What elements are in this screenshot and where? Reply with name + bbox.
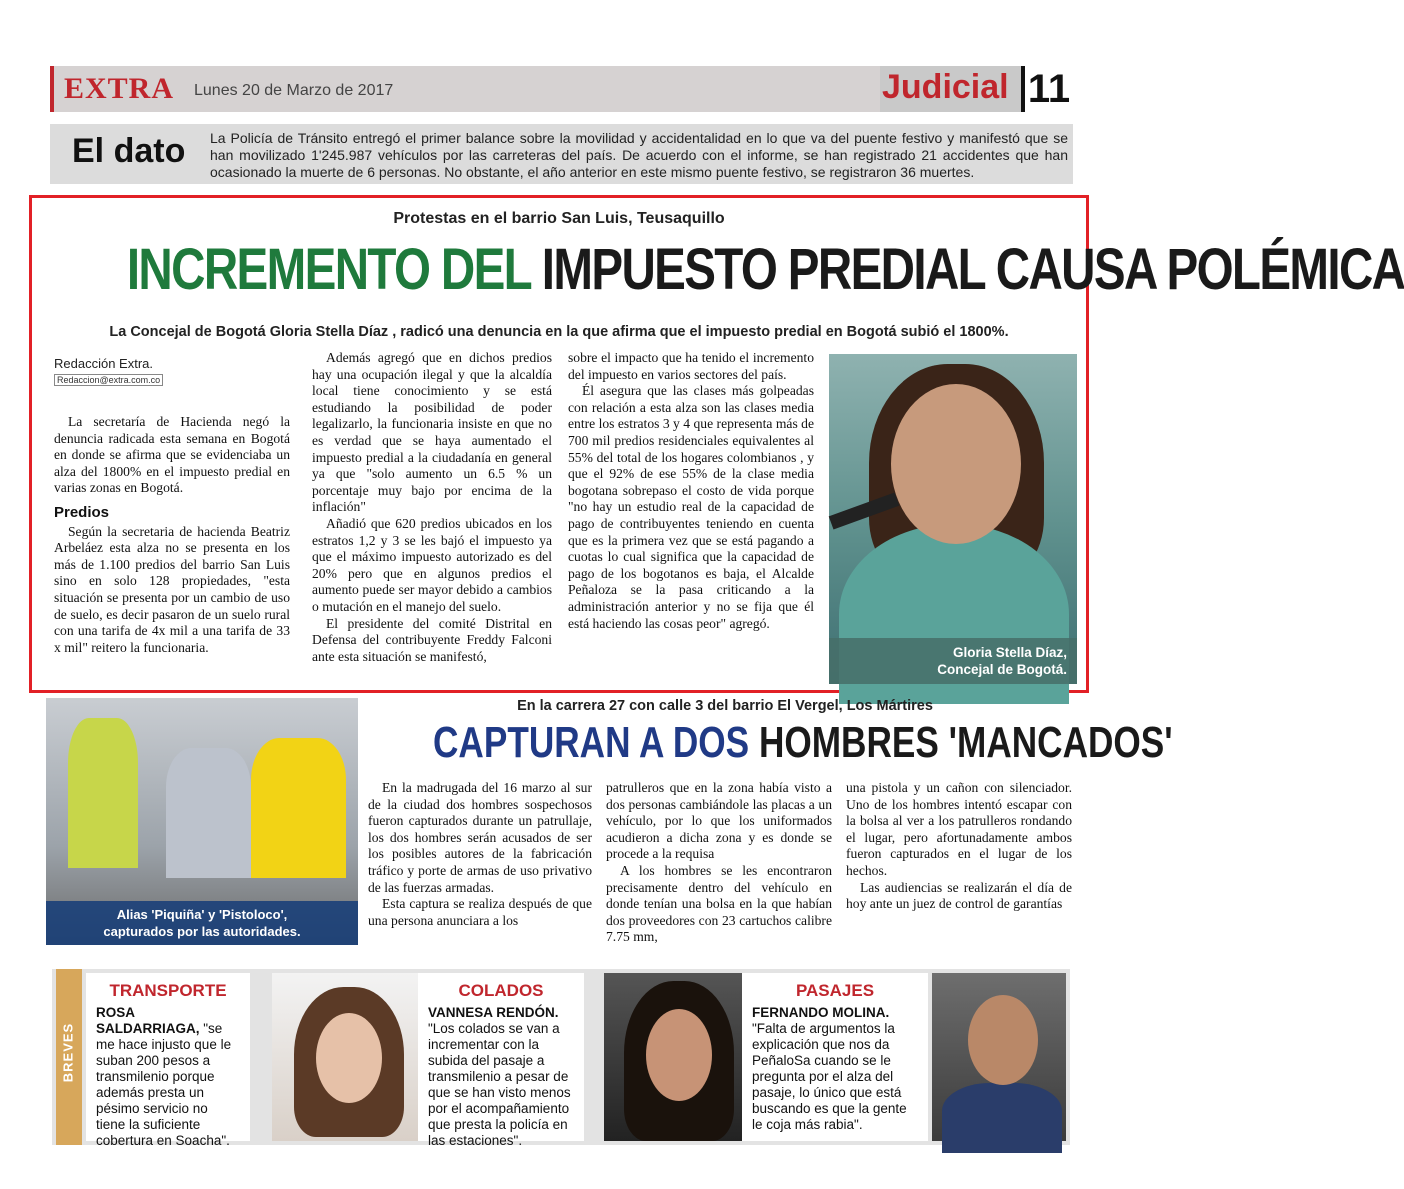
concejal-photo bbox=[829, 354, 1077, 684]
capture-photo bbox=[46, 698, 358, 945]
breves-label: BREVES bbox=[60, 1022, 76, 1083]
header-band bbox=[50, 66, 880, 112]
section-heading: Predios bbox=[54, 503, 110, 521]
headline-part-dark: IMPUESTO PREDIAL CAUSA POLÉMICA bbox=[541, 237, 1404, 302]
breve-name: VANNESA RENDÓN. bbox=[428, 1005, 559, 1020]
breve-title: PASAJES bbox=[795, 981, 875, 1000]
breve-name: FERNANDO MOLINA. bbox=[752, 1005, 890, 1020]
paragraph: En la madrugada del 16 marzo al sur de la ciudad dos hombres sospechosos fueron capturados durante un patrullaje, los dos hombres serán acusados de ser los posibles autores de la fabricación tráfico y porte de armas de uso privativo de las fuerzas armadas. bbox=[368, 780, 592, 895]
page-header bbox=[50, 66, 1073, 112]
page-number: 11 bbox=[1021, 66, 1073, 112]
photo-face bbox=[891, 384, 1021, 544]
headline-part-green: INCREMENTO DEL bbox=[126, 237, 531, 302]
breve-quote: "Los colados se van a incrementar con la subida del pasaje a transmilenio a pesar de que se han visto menos por el acompañamiento que presta la policía en las estaciones". bbox=[428, 1021, 571, 1148]
photo-caption bbox=[46, 901, 358, 945]
breve-quote: "se me hace injusto que le suban 200 pesos a transmilenio porque además presta un pésimo servicio no tiene la suficiente cobertura en Soacha". bbox=[96, 1021, 232, 1148]
caption-line-2: Concejal de Bogotá. bbox=[937, 662, 1067, 677]
breves-tag bbox=[56, 969, 82, 1145]
article-column-1 bbox=[54, 414, 290, 656]
paragraph: Las audiencias se realizarán el día de hoy ante un juez de control de garantías bbox=[846, 879, 1072, 912]
headline-part-dark: HOMBRES 'MANCADOS' bbox=[758, 718, 1173, 767]
caption-line-2: capturados por las autoridades. bbox=[103, 924, 301, 939]
fact-box-text: La Policía de Tránsito entregó el primer balance sobre la movilidad y accidentalidad en lo que va del puente festivo y manifestó que se han movilizado 1'245.987 vehículos por las carreteras del país. De acuerdo con el informe, se han registrado 21 accidentes que han ocasionado la muerte de 6 personas. No obstante, el año anterior en este mismo puente festivo, se registraron 36 muertes. bbox=[210, 130, 1068, 180]
breve-photo bbox=[604, 973, 754, 1141]
breve-card bbox=[742, 973, 928, 1141]
caption-line-1: Alias 'Piquiña' y 'Pistoloco', bbox=[116, 907, 288, 922]
breve-title: COLADOS bbox=[458, 981, 544, 1000]
breve-text bbox=[428, 1005, 574, 1149]
breve-text bbox=[96, 1005, 240, 1149]
headline-part-blue: CAPTURAN A DOS bbox=[433, 718, 750, 767]
newspaper-logo: EXTRA bbox=[64, 72, 175, 105]
paragraph: Según la secretaria de hacienda Beatriz Arbeláez esta alza no se presenta en los más de 1.100 predios del barrio San Luis sino en solo 128 propiedades, "esta situación se presenta por un cambio de uso de suelo, es decir pasaron de un suelo rural con una tarifa de 4x mil a una tarifa de 33 x mil" reitero la funcionaria. bbox=[54, 523, 290, 655]
section-title: Judicial bbox=[882, 68, 1009, 106]
paragraph: A los hombres se les encontraron precisamente dentro del vehículo en donde tenían una bolsa en la que habían dos proveedores con 23 cartuchos calibre 7.75 mm, bbox=[606, 862, 832, 945]
photo-shirt bbox=[942, 1083, 1062, 1153]
photo-face bbox=[646, 1009, 712, 1101]
article-headline bbox=[126, 236, 1404, 303]
photo-suspect-2 bbox=[251, 738, 346, 878]
fact-box-title: El dato bbox=[72, 132, 186, 170]
paragraph: La secretaría de Hacienda negó la denuncia radicada esta semana en Bogotá en donde se afirma que se evidenciaba un alza del 1800% en el impuesto predial en varias zonas en Bogotá. bbox=[54, 414, 290, 496]
breve-text bbox=[752, 1005, 918, 1133]
article2-column-2 bbox=[606, 780, 832, 946]
breves-section bbox=[52, 969, 1070, 1148]
byline: Redacción Extra. bbox=[54, 356, 153, 371]
article-headline bbox=[433, 718, 1173, 768]
photo-face bbox=[968, 995, 1038, 1085]
paragraph: Esta captura se realiza después de que una persona anunciara a los bbox=[368, 896, 592, 928]
article-column-2 bbox=[312, 350, 552, 665]
paragraph: patrulleros que en la zona había visto a dos personas cambiándole las placas a un vehículo, por lo que los uniformados acudieron a dicha zona y es donde se procede a la requisa bbox=[606, 780, 832, 862]
issue-date: Lunes 20 de Marzo de 2017 bbox=[194, 82, 394, 99]
breve-photo bbox=[272, 973, 430, 1141]
article-predial bbox=[29, 195, 1404, 693]
fact-box bbox=[50, 124, 1073, 184]
photo-caption bbox=[829, 638, 1077, 684]
breve-quote: "Falta de argumentos la explicación que nos da PeñaloSa cuando se le pregunta por el alza del pasaje, lo único que está buscando es que la gente le coja más rabia". bbox=[752, 1021, 907, 1132]
byline-email: Redaccion@extra.com.co bbox=[54, 374, 163, 386]
paragraph: El presidente del comité Distrital en Defensa del contribuyente Freddy Falconi ante esta situación se manifestó, bbox=[312, 615, 552, 664]
article2-column-3 bbox=[846, 780, 1072, 913]
breve-card bbox=[86, 973, 250, 1148]
breve-name: ROSA SALDARRIAGA, bbox=[96, 1005, 200, 1036]
photo-face bbox=[316, 1013, 382, 1103]
caption-line-1: Gloria Stella Díaz, bbox=[952, 645, 1067, 660]
paragraph: sobre el impacto que ha tenido el incremento del impuesto en varios sectores del país. bbox=[568, 350, 814, 382]
photo-suspect-1 bbox=[166, 748, 251, 878]
breve-photo bbox=[932, 973, 1066, 1141]
breve-title: TRANSPORTE bbox=[109, 981, 227, 1000]
article-kicker: En la carrera 27 con calle 3 del barrio El Vergel, Los Mártires bbox=[517, 698, 933, 714]
article-kicker: Protestas en el barrio San Luis, Teusaquillo bbox=[393, 210, 725, 227]
paragraph: Además agregó que en dichos predios hay una ocupación ilegal y que la alcaldía local tiene conocimiento y se está estudiando la posibilidad de poder legalizarlo, la funcionaria insiste en que no es verdad que se haya aumentado el impuesto predial a la ciudadanía en general ya que "solo aumento un 6.5 % un porcentaje muy bajo por encima de la inflación" bbox=[312, 350, 552, 515]
article-column-3 bbox=[568, 350, 814, 632]
paragraph: Añadió que 620 predios ubicados en los estratos 1,2 y 3 se les bajó el impuesto ya que el máximo impuesto autorizado es del 20% pero que en algunos predios el aumento puede ser mayor debido a cambios o mutación en el manejo del suelo. bbox=[312, 515, 552, 614]
paragraph: Él asegura que las clases más golpeadas con relación a esta alza son las clases media entre los estratos 3 y 4 que representa más de 700 mil predios residenciales equivalentes al 55% del total de los hogares colombianos , y que el 92% de ese 55% de la clase media bogotana sobrepaso el costo de vida porque "no hay un estudio real de la capacidad de pago de contribuyentes teniendo en cuenta que es la primera vez que se está pagando a cuotas lo cual significa que la capacidad de pago de los bogotanos es baja, el Alcalde Peñaloza se la pasa criticando a la administración anterior y no se fija que él está haciendo las cosas peor" agregó. bbox=[568, 383, 814, 631]
breve-card bbox=[418, 973, 584, 1148]
article2-column-1 bbox=[368, 780, 592, 929]
photo-police-officer bbox=[68, 718, 138, 868]
paragraph: una pistola y un cañon con silenciador. Uno de los hombres intentó escapar con la bolsa al ver a los patrulleros rondando el lugar, pero afortunadamente ambos fueron capturados en el lugar de los hechos. bbox=[846, 780, 1072, 878]
article-subhead: La Concejal de Bogotá Gloria Stella Díaz , radicó una denuncia en la que afirma que el impuesto predial en Bogotá subió el 1800%. bbox=[109, 324, 1009, 340]
